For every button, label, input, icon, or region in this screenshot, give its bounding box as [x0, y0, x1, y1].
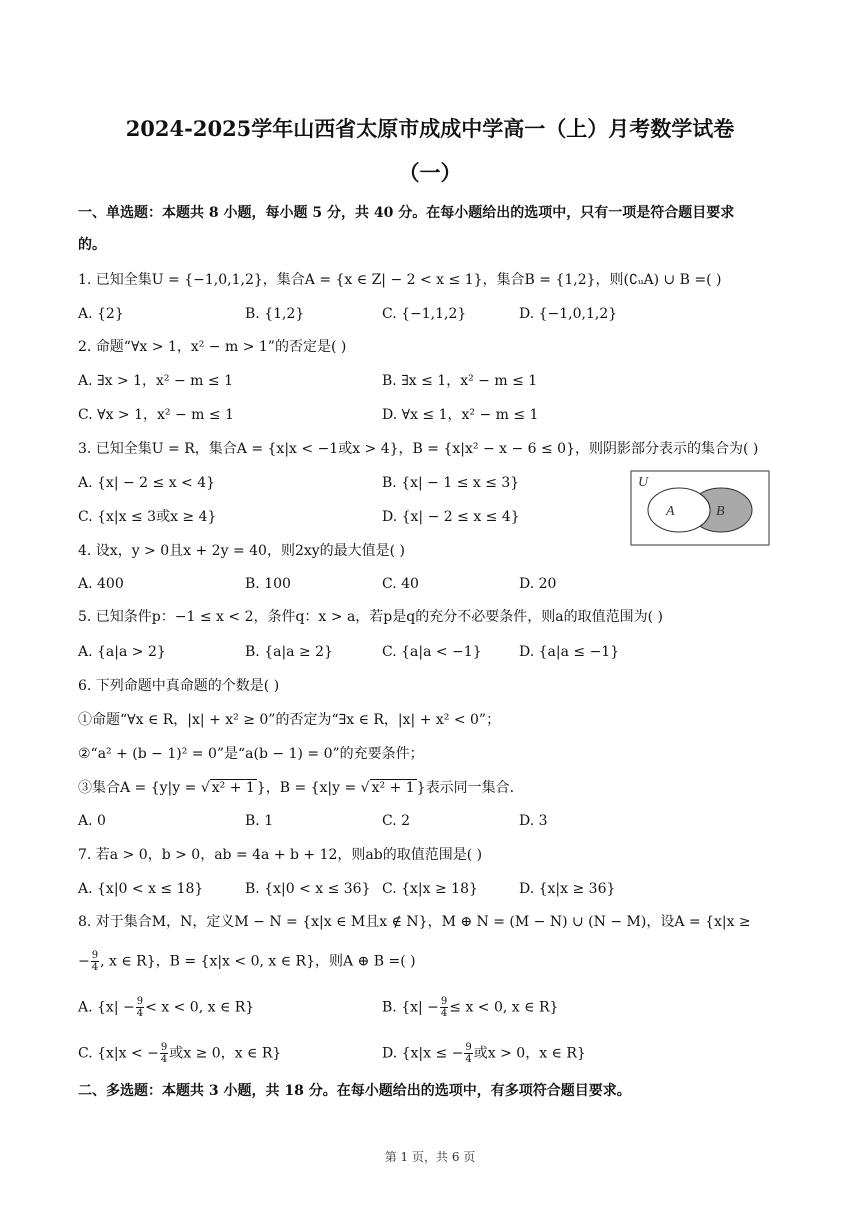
q6-option-b: B. 1: [245, 813, 274, 829]
q6-item-2: ②“a² + (b − 1)² = 0”是“a(b − 1) = 0”的充要条件；: [78, 746, 424, 762]
question-5-stem: 5. 已知条件p：−1 ≤ x < 2，条件q：x > a，若p是q的充分不必要条件，则a的取值范围为( ): [78, 609, 663, 625]
question-7-stem: 7. 若a > 0，b > 0，ab = 4a + b + 12，则ab的取值范围是( ): [78, 847, 483, 863]
q7-option-d: D. {x|x ≥ 36}: [519, 881, 616, 897]
q2-option-a: A. ∃x > 1，x² − m ≤ 1: [78, 373, 233, 389]
q6-option-d: D. 3: [519, 813, 548, 829]
q5-option-d: D. {a|a ≤ −1}: [519, 644, 620, 660]
q7-option-b: B. {x|0 < x ≤ 36}: [245, 881, 371, 897]
venn-label-a: A: [666, 504, 675, 519]
q8-option-d: D. {x|x ≤ − $\frac{9}{4}$ 或x > 0，x ∈ R}: [382, 1042, 586, 1065]
q1-option-c: C. {−1,1,2}: [382, 306, 467, 322]
question-2-stem: 2. 命题“∀x > 1，x² − m > 1”的否定是( ): [78, 339, 347, 355]
q2-option-d: D. ∀x ≤ 1，x² − m ≤ 1: [382, 407, 539, 423]
q6-item-3-radicand2: x² + 1: [371, 780, 415, 796]
q4-option-a: A. 400: [78, 576, 124, 592]
question-6-stem: 6. 下列命题中真命题的个数是( ): [78, 678, 280, 694]
q6-item-3-part1: ③集合A = {y|y = √: [78, 780, 210, 796]
q3-option-d: D. {x| − 2 ≤ x ≤ 4}: [382, 509, 520, 525]
q5-option-b: B. {a|a ≥ 2}: [245, 644, 333, 660]
q6-item-3-part2: }，B = {x|y = √: [256, 780, 370, 796]
q6-item-3: [78, 778, 514, 798]
q1-option-b: B. {1,2}: [245, 306, 305, 322]
page-title: 2024-2025学年山西省太原市成成中学高一（上）月考数学试卷: [125, 116, 735, 141]
q6-option-a: A. 0: [78, 813, 106, 829]
q8-option-c: C. {x|x < − $\frac{9}{4}$ 或x ≥ 0，x ∈ R}: [78, 1042, 282, 1065]
q4-option-d: D. 20: [519, 576, 557, 592]
section-heading: 一、单选题：本题共 8 小题，每小题 5 分，共 40 分。在每小题给出的选项中，只有一项是符合题目要求: [78, 205, 735, 221]
q5-option-a: A. {a|a > 2}: [78, 644, 166, 660]
section-heading-cont: 的。: [78, 237, 106, 253]
venn-label-b: B: [716, 504, 725, 519]
q6-option-c: C. 2: [382, 813, 411, 829]
question-3-stem: 3. 已知全集U = R，集合A = {x|x < −1或x > 4}，B = {x|x² − x − 6 ≤ 0}，则阴影部分表示的集合为( ): [78, 441, 759, 457]
q7-option-a: A. {x|0 < x ≤ 18}: [78, 881, 204, 897]
q2-option-c: C. ∀x > 1，x² − m ≤ 1: [78, 407, 234, 423]
q3-option-b: B. {x| − 1 ≤ x ≤ 3}: [382, 475, 520, 491]
venn-diagram: [630, 470, 770, 546]
q8-option-a: A. {x| − $\frac{9}{4}$ < x < 0, x ∈ R}: [78, 996, 255, 1019]
section-2-heading: 二、多选题：本题共 3 小题，共 18 分。在每小题给出的选项中，有多项符合题目要求。: [78, 1083, 631, 1099]
q7-option-c: C. {x|x ≥ 18}: [382, 881, 478, 897]
q4-option-c: C. 40: [382, 576, 419, 592]
q1-option-d: D. {−1,0,1,2}: [519, 306, 618, 322]
q8-stem-suffix: , x ∈ R}，B = {x|x < 0, x ∈ R}，则A ⊕ B =( ): [100, 953, 416, 970]
q8-stem-prefix: −: [78, 953, 90, 970]
q3-option-c: C. {x|x ≤ 3或x ≥ 4}: [78, 509, 217, 525]
question-1-stem: 1. 已知全集U = {−1,0,1,2}，集合A = {x ∈ Z| − 2 < x ≤ 1}，集合B = {1,2}，则(∁ᵤA) ∪ B =( ): [78, 272, 722, 288]
q1-option-a: A. {2}: [78, 306, 124, 322]
q4-option-b: B. 100: [245, 576, 291, 592]
question-4-stem: 4. 设x，y > 0且x + 2y = 40，则2xy的最大值是( ): [78, 543, 406, 559]
venn-label-u: U: [638, 475, 649, 490]
q8-option-b: B. {x| − $\frac{9}{4}$ ≤ x < 0, x ∈ R}: [382, 996, 559, 1019]
q6-item-3-part3: }表示同一集合.: [416, 780, 515, 796]
q6-item-1: ①命题“∀x ∈ R，|x| + x² ≥ 0”的否定为“∃x ∈ R，|x| + x² < 0”；: [78, 712, 501, 728]
page-footer: 第 1 页，共 6 页: [384, 1150, 476, 1164]
q6-item-3-radicand1: x² + 1: [211, 780, 255, 796]
question-8-stem-cont: [78, 950, 416, 973]
q8-stem-fraction: $\frac{9}{4}$: [91, 950, 99, 973]
question-8-stem: 8. 对于集合M，N，定义M − N = {x|x ∈ M且x ∉ N}，M ⊕ N = (M − N) ∪ (N − M)，设A = {x|x ≥: [78, 914, 751, 930]
q3-option-a: A. {x| − 2 ≤ x < 4}: [78, 475, 216, 491]
q5-option-c: C. {a|a < −1}: [382, 644, 482, 660]
q2-option-b: B. ∃x ≤ 1，x² − m ≤ 1: [382, 373, 538, 389]
page-title-line2: （一）: [398, 160, 462, 185]
